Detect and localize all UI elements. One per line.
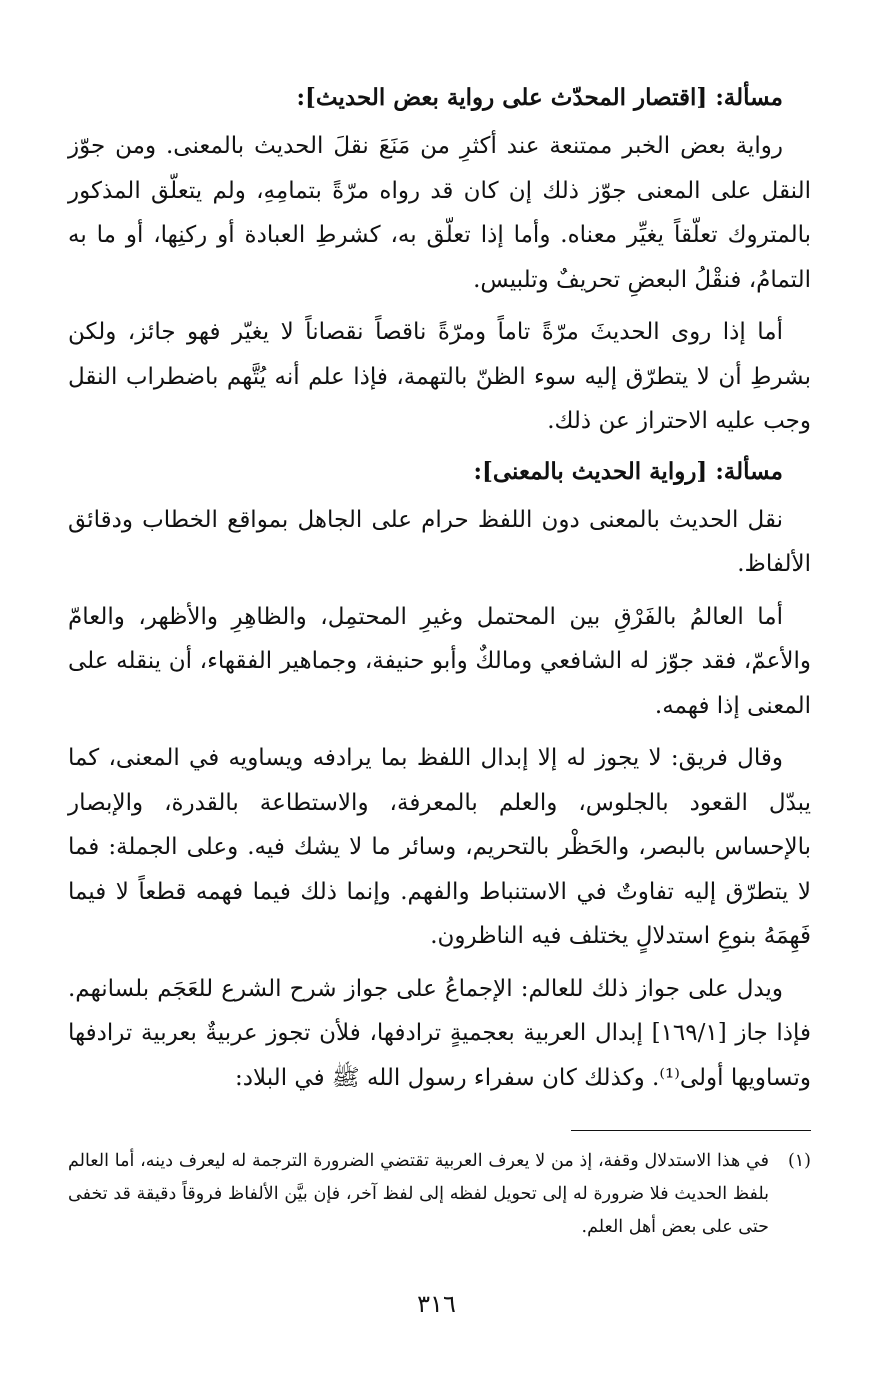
section-heading-1: مسألة: [اقتصار المحدّث على رواية بعض الحديث]: bbox=[296, 84, 783, 111]
paragraph-5: وقال فريق: لا يجوز له إلا إبدال اللفظ بما يرادفه ويساويه في المعنى، كما يبدّل القعود بالجلوس، والعلم بالمعرفة، والاستطاعة بالقدرة، والإبصار بالإحساس بالبصر، والحَظْر بالتحريم، وسائر ما لا يشك فيه. وعلى الجملة: فما لا يتطرّق إليه تفاوتٌ في الاستنباط والفهم. وإنما ذلك فيما فهمه قطعاً لا فيما فَهِمَهُ بنوعِ استدلالٍ يختلف فيه الناظرون. bbox=[68, 745, 811, 949]
paragraph-4: أما العالمُ بالفَرْقِ بين المحتمل وغيرِ المحتمِل، والظاهِرِ والأظهر، والعامّ والأعمّ، فقد جوّز له الشافعي ومالكٌ وأبو حنيفة، وجماهير الفقهاء، أن ينقله على المعنى إذا فهمه. bbox=[68, 603, 811, 719]
paragraph-1: رواية بعض الخبر ممتنعة عند أكثرِ من مَنَعَ نقلَ الحديث بالمعنى. ومن جوّز النقل على المعنى جوّز ذلك إن كان قد رواه مرّةً بتمامِهِ، ولم يتعلّق المذكور بالمتروك تعلّقاً يغيِّر معناه. وأما إذا تعلّق به، كشرطِ العبادة أو ركنِها، أو ما به التمامُ، فنقْلُ البعضِ تحريفٌ وتلبيس. bbox=[68, 133, 811, 293]
footnote-text: في هذا الاستدلال وقفة، إذ من لا يعرف العربية تقتضي الضرورة الترجمة له ليعرف دينه، أما العالم بلفظ الحديث فلا ضرورة له إلى تحويل لفظه إلى لفظ آخر، فإن بيَّن الألفاظ فروقاً دقيقة قد تخفى حتى على بعض أهل العلم. bbox=[68, 1151, 769, 1237]
paragraph-3: نقل الحديث بالمعنى دون اللفظ حرام على الجاهل بمواقع الخطاب ودقائق الألفاظ. bbox=[68, 506, 811, 577]
page-number: ٣١٦ bbox=[417, 1290, 456, 1318]
paragraph-2: أما إذا روى الحديثَ مرّةً تاماً ومرّةً ناقصاً نقصاناً لا يغيّر فهو جائز، ولكن بشرطِ أن لا يتطرّق إليه سوء الظنّ بالتهمة، فإذا علم أنه يُتَّهم باضطراب النقل وجب عليه الاحتراز عن ذلك. bbox=[68, 319, 811, 434]
footnote-number: (١) bbox=[787, 1151, 811, 1171]
footnote-separator bbox=[571, 1130, 811, 1131]
footnote bbox=[68, 1145, 811, 1244]
section-heading-2: مسألة: [رواية الحديث بالمعنى]: bbox=[473, 457, 783, 485]
paragraph-6: ويدل على جواز ذلك للعالم: الإجماعُ على جواز شرح الشرع للعَجَم بلسانهم. فإذا جاز [١٦٩/١] إبدال العربية بعجميةٍ ترادفها، فلأن تجوز عربيةٌ بعربية ترادفها وتساويها أولى⁽¹⁾. وكذلك كان سفراء رسول الله ﷺ في البلاد: bbox=[68, 975, 812, 1091]
